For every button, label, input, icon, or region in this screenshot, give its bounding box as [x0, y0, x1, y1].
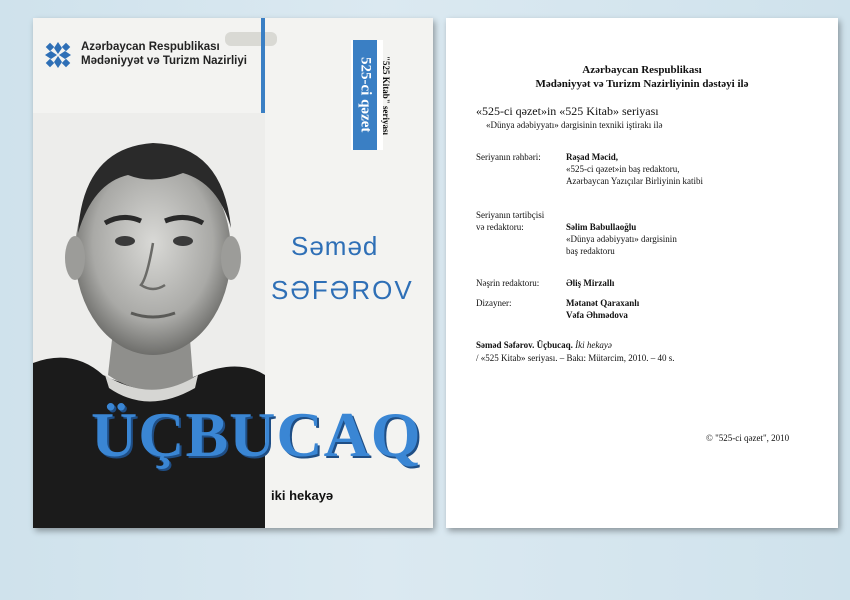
publication-editor-name: Əliş Mirzallı — [566, 278, 615, 288]
citation-author-title: Səməd Səfərov. Üçbucaq. — [476, 340, 573, 350]
ministry-name — [81, 40, 247, 68]
designer-name-1: Mətanət Qaraxanlı — [566, 298, 640, 308]
designer-label: Dizayner: — [476, 298, 512, 308]
tape-mark — [225, 32, 277, 46]
imprint-header-line-1: Azərbaycan Respublikası — [582, 64, 702, 76]
book-title: ÜÇBUCAQ — [91, 399, 422, 470]
citation-genre: İki hekayə — [575, 340, 612, 350]
book-subtitle: iki hekayə — [271, 488, 334, 503]
series-head-role-2: Azərbaycan Yazıçılar Birliyinin katibi — [566, 176, 703, 186]
imprint-header-line-2: Mədəniyyət və Turizm Nazirliyinin dəstəyi ilə — [535, 78, 749, 90]
series-line: «525-ci qəzet»in «525 Kitab» seriyası — [476, 104, 659, 118]
ministry-line-1: Azərbaycan Respublikası — [81, 41, 220, 53]
series-sub-label: "525 Kitab" seriyası — [381, 55, 391, 135]
compiler-label-2: və redaktoru: — [476, 222, 524, 232]
book-cover — [33, 18, 433, 528]
series-head-label: Seriyanın rəhbəri: — [476, 152, 541, 162]
ministry-logo-icon — [43, 40, 73, 70]
support-line: «Dünya ədəbiyyatı» dərgisinin texniki iştirakı ilə — [486, 120, 663, 130]
author-first-name: Səməd — [291, 231, 379, 261]
series-main-label: 525-ci qəzet — [353, 40, 377, 150]
publication-editor-label: Nəşrin redaktoru: — [476, 278, 540, 288]
author-last-name: SƏFƏROV — [271, 275, 414, 305]
compiler-label-1: Seriyanın tərtibçisi — [476, 210, 545, 220]
copyright: © "525-ci qəzet", 2010 — [706, 433, 790, 443]
citation-line-1 — [476, 340, 612, 350]
ministry-line-2: Mədəniyyət və Turizm Nazirliyi — [81, 55, 247, 67]
imprint-page — [446, 18, 838, 528]
compiler-role-1: «Dünya ədəbiyyatı» dərgisinin — [566, 234, 677, 244]
compiler-name: Səlim Babullaoğlu — [566, 222, 637, 232]
series-head-name: Rəşad Məcid, — [566, 152, 618, 162]
series-head-role-1: «525-ci qəzet»in baş redaktoru, — [566, 164, 680, 174]
citation-line-2: / «525 Kitab» seriyası. – Bakı: Mütərcim, 2010. – 40 s. — [476, 353, 675, 363]
compiler-role-2: baş redaktoru — [566, 246, 615, 256]
designer-name-2: Vəfa Əhmədova — [566, 310, 628, 320]
